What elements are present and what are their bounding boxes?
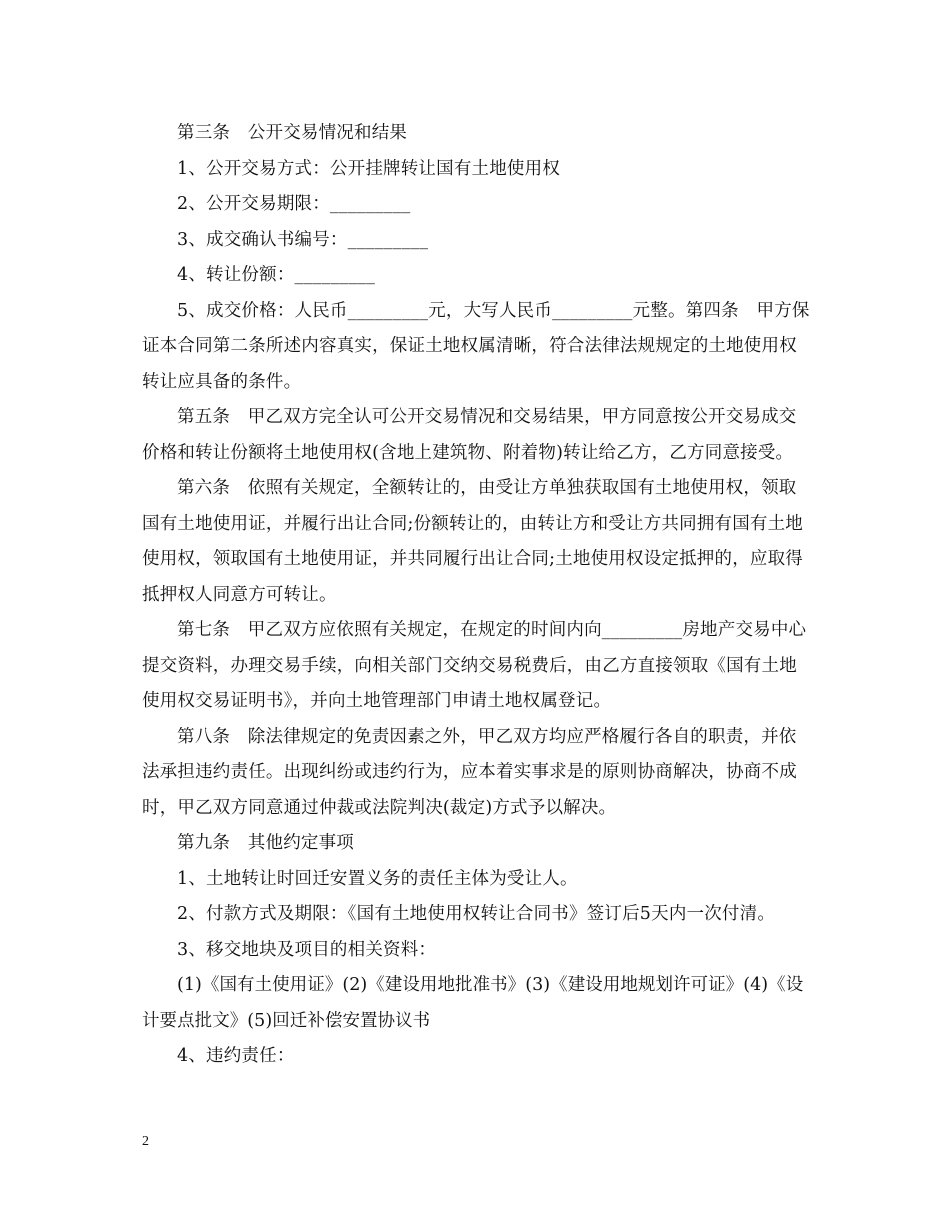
public-trading-method: 1、公开交易方式：公开挂牌转让国有土地使用权 — [177, 158, 561, 179]
article-5: 第五条 甲乙双方完全认可公开交易情况和交易结果，甲方同意按公开交易成交价格和转让份额将土地使用权(含地上建筑物、附着物)转让给乙方，乙方同意接受。 — [142, 407, 797, 463]
contract-body — [142, 116, 812, 1075]
transaction-confirmation-number: 3、成交确认书编号：_________ — [177, 229, 429, 250]
article-6: 第六条 依照有关规定，全额转让的，由受让方单独获取国有土地使用权，领取国有土地使用证，并履行出让合同;份额转让的，由转让方和受让方共同拥有国有土地使用权，领取国有土地使用证，并共同履行出让合同;土地使用权设定抵押的，应取得抵押权人同意方可转让。 — [142, 478, 803, 605]
page-number: 2 — [142, 1134, 149, 1149]
payment-method-and-term: 2、付款方式及期限：《国有土地使用权转让合同书》签订后5天内一次付清。 — [177, 904, 776, 924]
transfer-share: 4、转让份额：_________ — [177, 265, 376, 285]
article-7: 第七条 甲乙双方应依照有关规定，在规定的时间内向_________房地产交易中心提交资料，办理交易手续，向相关部门交纳交易税费后，由乙方直接领取《国有土地使用权交易证明书》，并向土地管理部门申请土地权属登记。 — [142, 620, 807, 711]
transaction-price-and-article-4: 5、成交价格：人民币_________元，大写人民币_________元整。第四条 甲方保证本合同第二条所述内容真实，保证土地权属清晰，符合法律法规规定的土地使用权转让应具备的条件。 — [142, 300, 810, 392]
handover-materials-list: (1)《国有土使用证》(2)《建设用地批准书》(3)《建设用地规划许可证》(4)《设计要点批文》(5)回迁补偿安置协议书 — [142, 975, 804, 1031]
article-9-heading: 第九条 其他约定事项 — [177, 833, 354, 853]
handover-materials-heading: 3、移交地块及项目的相关资料： — [177, 939, 437, 960]
public-trading-period: 2、公开交易期限：_________ — [177, 194, 411, 214]
liability-for-breach: 4、违约责任： — [177, 1046, 295, 1066]
article-8: 第八条 除法律规定的免责因素之外，甲乙双方均应严格履行各自的职责，并依法承担违约责任。出现纠纷或违约行为，应本着实事求是的原则协商解决，协商不成时，甲乙双方同意通过仲裁或法院判决(裁定)方式予以解决。 — [142, 726, 797, 818]
article-3-heading: 第三条 公开交易情况和结果 — [177, 123, 408, 143]
relocation-responsibility: 1、土地转让时回迁安置义务的责任主体为受让人。 — [177, 868, 578, 889]
